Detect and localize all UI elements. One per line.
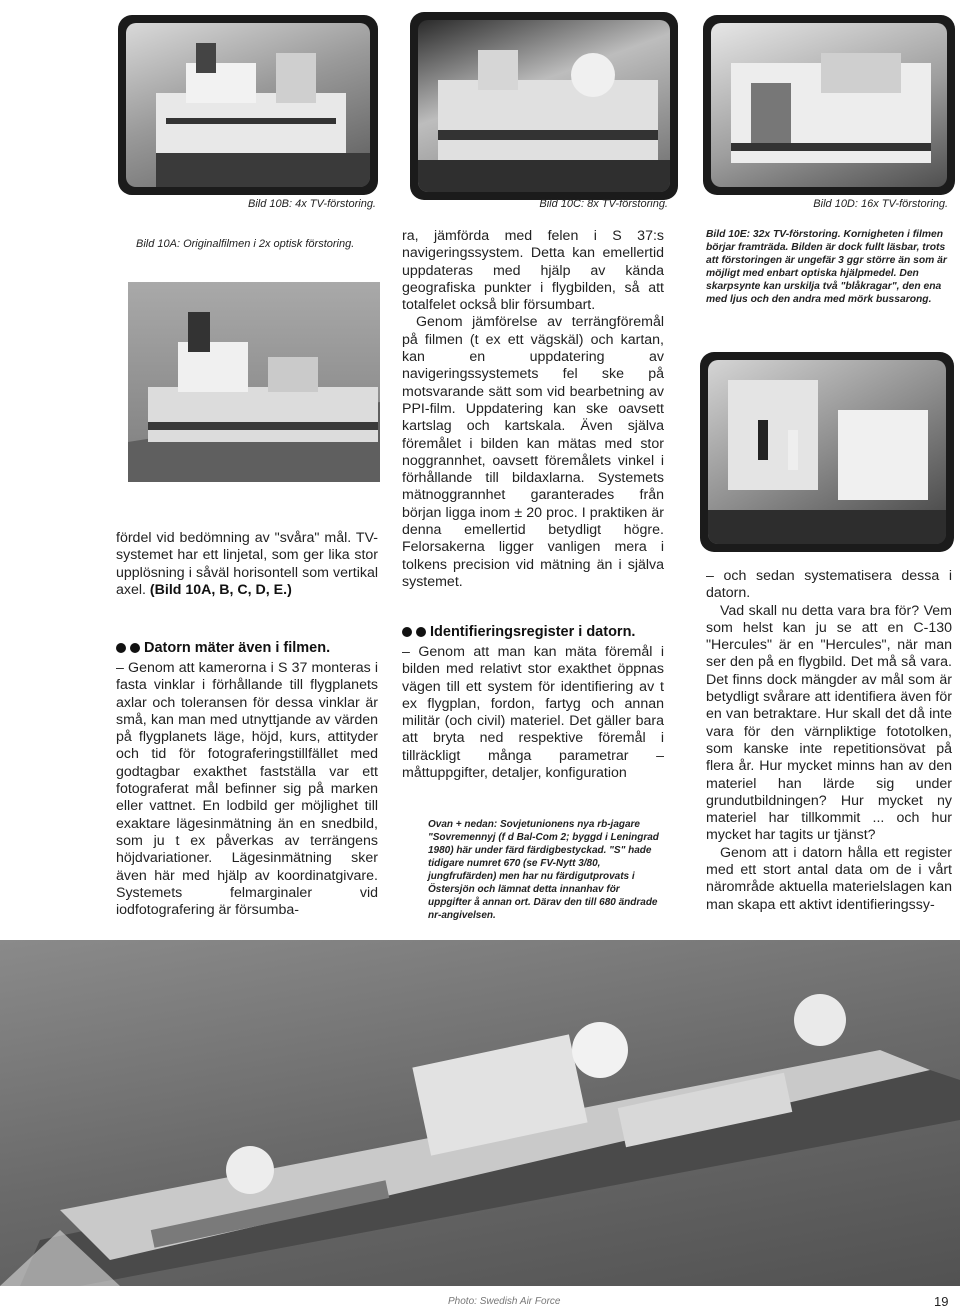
destroyer-at-sea-image bbox=[0, 940, 960, 1286]
caption-10e: Bild 10E: 32x TV-förstoring. Kornigheten i filmen börjar framträda. Bilden är dock fullt läsbar, trots att förstoringen är ungefär 3 ggr större än som är möjligt med enbart optiska hjälpmedel. Den skarpsynte kan urskilja två "blåkragar", den ena med ljus och den andra med mörk bussarong. bbox=[706, 229, 947, 305]
bullet-dot-icon bbox=[402, 627, 412, 637]
col1-para1: fördel vid bedömning av "svåra" mål. TV-systemet har ett linjetal, som ger lika stor upplösning i såväl horisontell som vertikal axel. bbox=[116, 530, 378, 598]
photo-10b bbox=[118, 15, 378, 195]
column-1-body bbox=[116, 660, 378, 919]
ship-detail-image bbox=[711, 23, 947, 187]
photo-destroyer-sovremennyj bbox=[0, 940, 960, 1286]
caption-10d: Bild 10D: 16x TV-förstoring. bbox=[813, 198, 948, 210]
bullet-dot-icon bbox=[116, 643, 126, 653]
col1-para2: – Genom att kamerorna i S 37 monteras i fasta vinklar i förhållande till flygplanets axlar och toleransen för dessa vinklar är små, kan man med utnyttjande av värden på flygplanets läge, höjd, kurs, attityder och tid för fotograferingstillfället med godtagbar exakthet fastställa var ett fotograferat mål befinner sig på marken eller vattnet. En lodbild ger möjlighet till exaktare lägesinmätning än en snedbild, som ju t ex påverkas av terrängens höjdvariationer. Lägesinmätning sker även här med hjälp av koordinatgivare. Systemets felmarginaler vid iodfotografering är försumba- bbox=[116, 660, 378, 919]
ship-closeup-image bbox=[418, 20, 670, 192]
photo-credit: Photo: Swedish Air Force bbox=[448, 1296, 561, 1307]
photo-10d bbox=[703, 15, 955, 195]
col1-figure-reference: (Bild 10A, B, C, D, E.) bbox=[149, 581, 292, 598]
photo-10c bbox=[410, 12, 678, 200]
heading-identifieringsregister bbox=[402, 624, 664, 640]
heading-text: Identifieringsregister i datorn. bbox=[430, 624, 636, 640]
col3-para3: Genom att i datorn hålla ett register med ett stort antal data om de i vårt närområde aktuella materielslagen kan man skapa ett aktivt identifieringssy- bbox=[706, 844, 952, 913]
caption-10c: Bild 10C: 8x TV-förstoring. bbox=[539, 198, 668, 210]
col2-para2: Genom jämförelse av terrängföremål på filmen (t ex ett vägskäl) och kartan, kan en uppdatering av navigeringssystemets fel ske på motsvarande sätt som vid bearbetning av PPI-film. Uppdatering kan ske oavsett kartslag och kartskala. Även själva föremålet i bilden kan mätas med stor noggrannhet, oavsett föremålets vinkel i förhållande till bildaxlarna. Systemets mätnoggrannhet garanterades från början ligga inom ± 20 proc. I praktiken är denna emellertid betydligt högre. Felorsakerna ligger vanligen mera i tolkens precision vid mätning än i själva systemet. bbox=[402, 314, 664, 590]
col2-para1: ra, jämförda med felen i S 37:s navigeringssystem. Detta kan emellertid uppdateras med hjälp av kända geografiska punkter i flygbilden, så att totalfelet också blir försumbart. bbox=[402, 228, 664, 314]
column-1-text bbox=[116, 530, 378, 599]
col2-para3: – Genom att man kan mäta föremål i bilden med relativt stor exakthet öppnas vägen till ett system för identifiering av t ex flygplan, fordon, fartyg och annan militär (och civil) materiel. Det gäller bara att bryta ned respektive föremål i tillräckligt många parametrar – måttuppgifter, detaljer, konfiguration bbox=[402, 644, 664, 782]
bullet-dot-icon bbox=[416, 627, 426, 637]
destroyer-image bbox=[128, 282, 380, 482]
photo-10e bbox=[700, 352, 954, 552]
caption-bottom-photo: Ovan + nedan: Sovjetunionens nya rb-jagare "Sovremennyj (f d Bal-Com 2; byggd i Leningrad 1980) här under färd färdigbestyckad. "S" hade tidigare numret 670 (se FV-Nytt 3/80, jungfrufärden) men har nu färdigutprovats i Östersjön och lämnat detta innanhav för uppgifter å annan ort. Därav den till 680 ändrade nr-angivelsen. bbox=[428, 819, 659, 921]
sailors-closeup-image bbox=[708, 360, 946, 544]
caption-10b: Bild 10B: 4x TV-förstoring. bbox=[248, 198, 376, 210]
col3-para2: Vad skall nu detta vara bra för? Vem som helst kan ju se att en C-130 "Hercules" är en "Hercules", när man ser den på en flygbild. Det må så vara. Det finns dock mängder av mål som är betydligt svårare att identifiera även för en van betraktare. Hur skall det då inte vara för den värnpliktige fototolken, som kanske inte repetitionsövat på flera år. Hur mycket minns han av den materiel han lärde sig under grundutbildningen? Hur mycket ny materiel har tillkommit ... och hur mycket har tagits ur tjänst? bbox=[706, 602, 952, 844]
heading-datorn-mater bbox=[116, 640, 378, 656]
page-number: 19 bbox=[934, 1294, 949, 1309]
photo-10a bbox=[128, 282, 380, 482]
heading-text: Datorn mäter även i filmen. bbox=[144, 640, 331, 656]
col3-para1: – och sedan systematisera dessa i datorn. bbox=[706, 568, 952, 602]
bullet-dot-icon bbox=[130, 643, 140, 653]
ship-superstructure-image bbox=[126, 23, 370, 187]
column-3-text bbox=[706, 568, 952, 914]
column-2-text bbox=[402, 228, 664, 591]
caption-10a: Bild 10A: Originalfilmen i 2x optisk förstoring. bbox=[136, 238, 355, 250]
column-2-body bbox=[402, 644, 664, 782]
